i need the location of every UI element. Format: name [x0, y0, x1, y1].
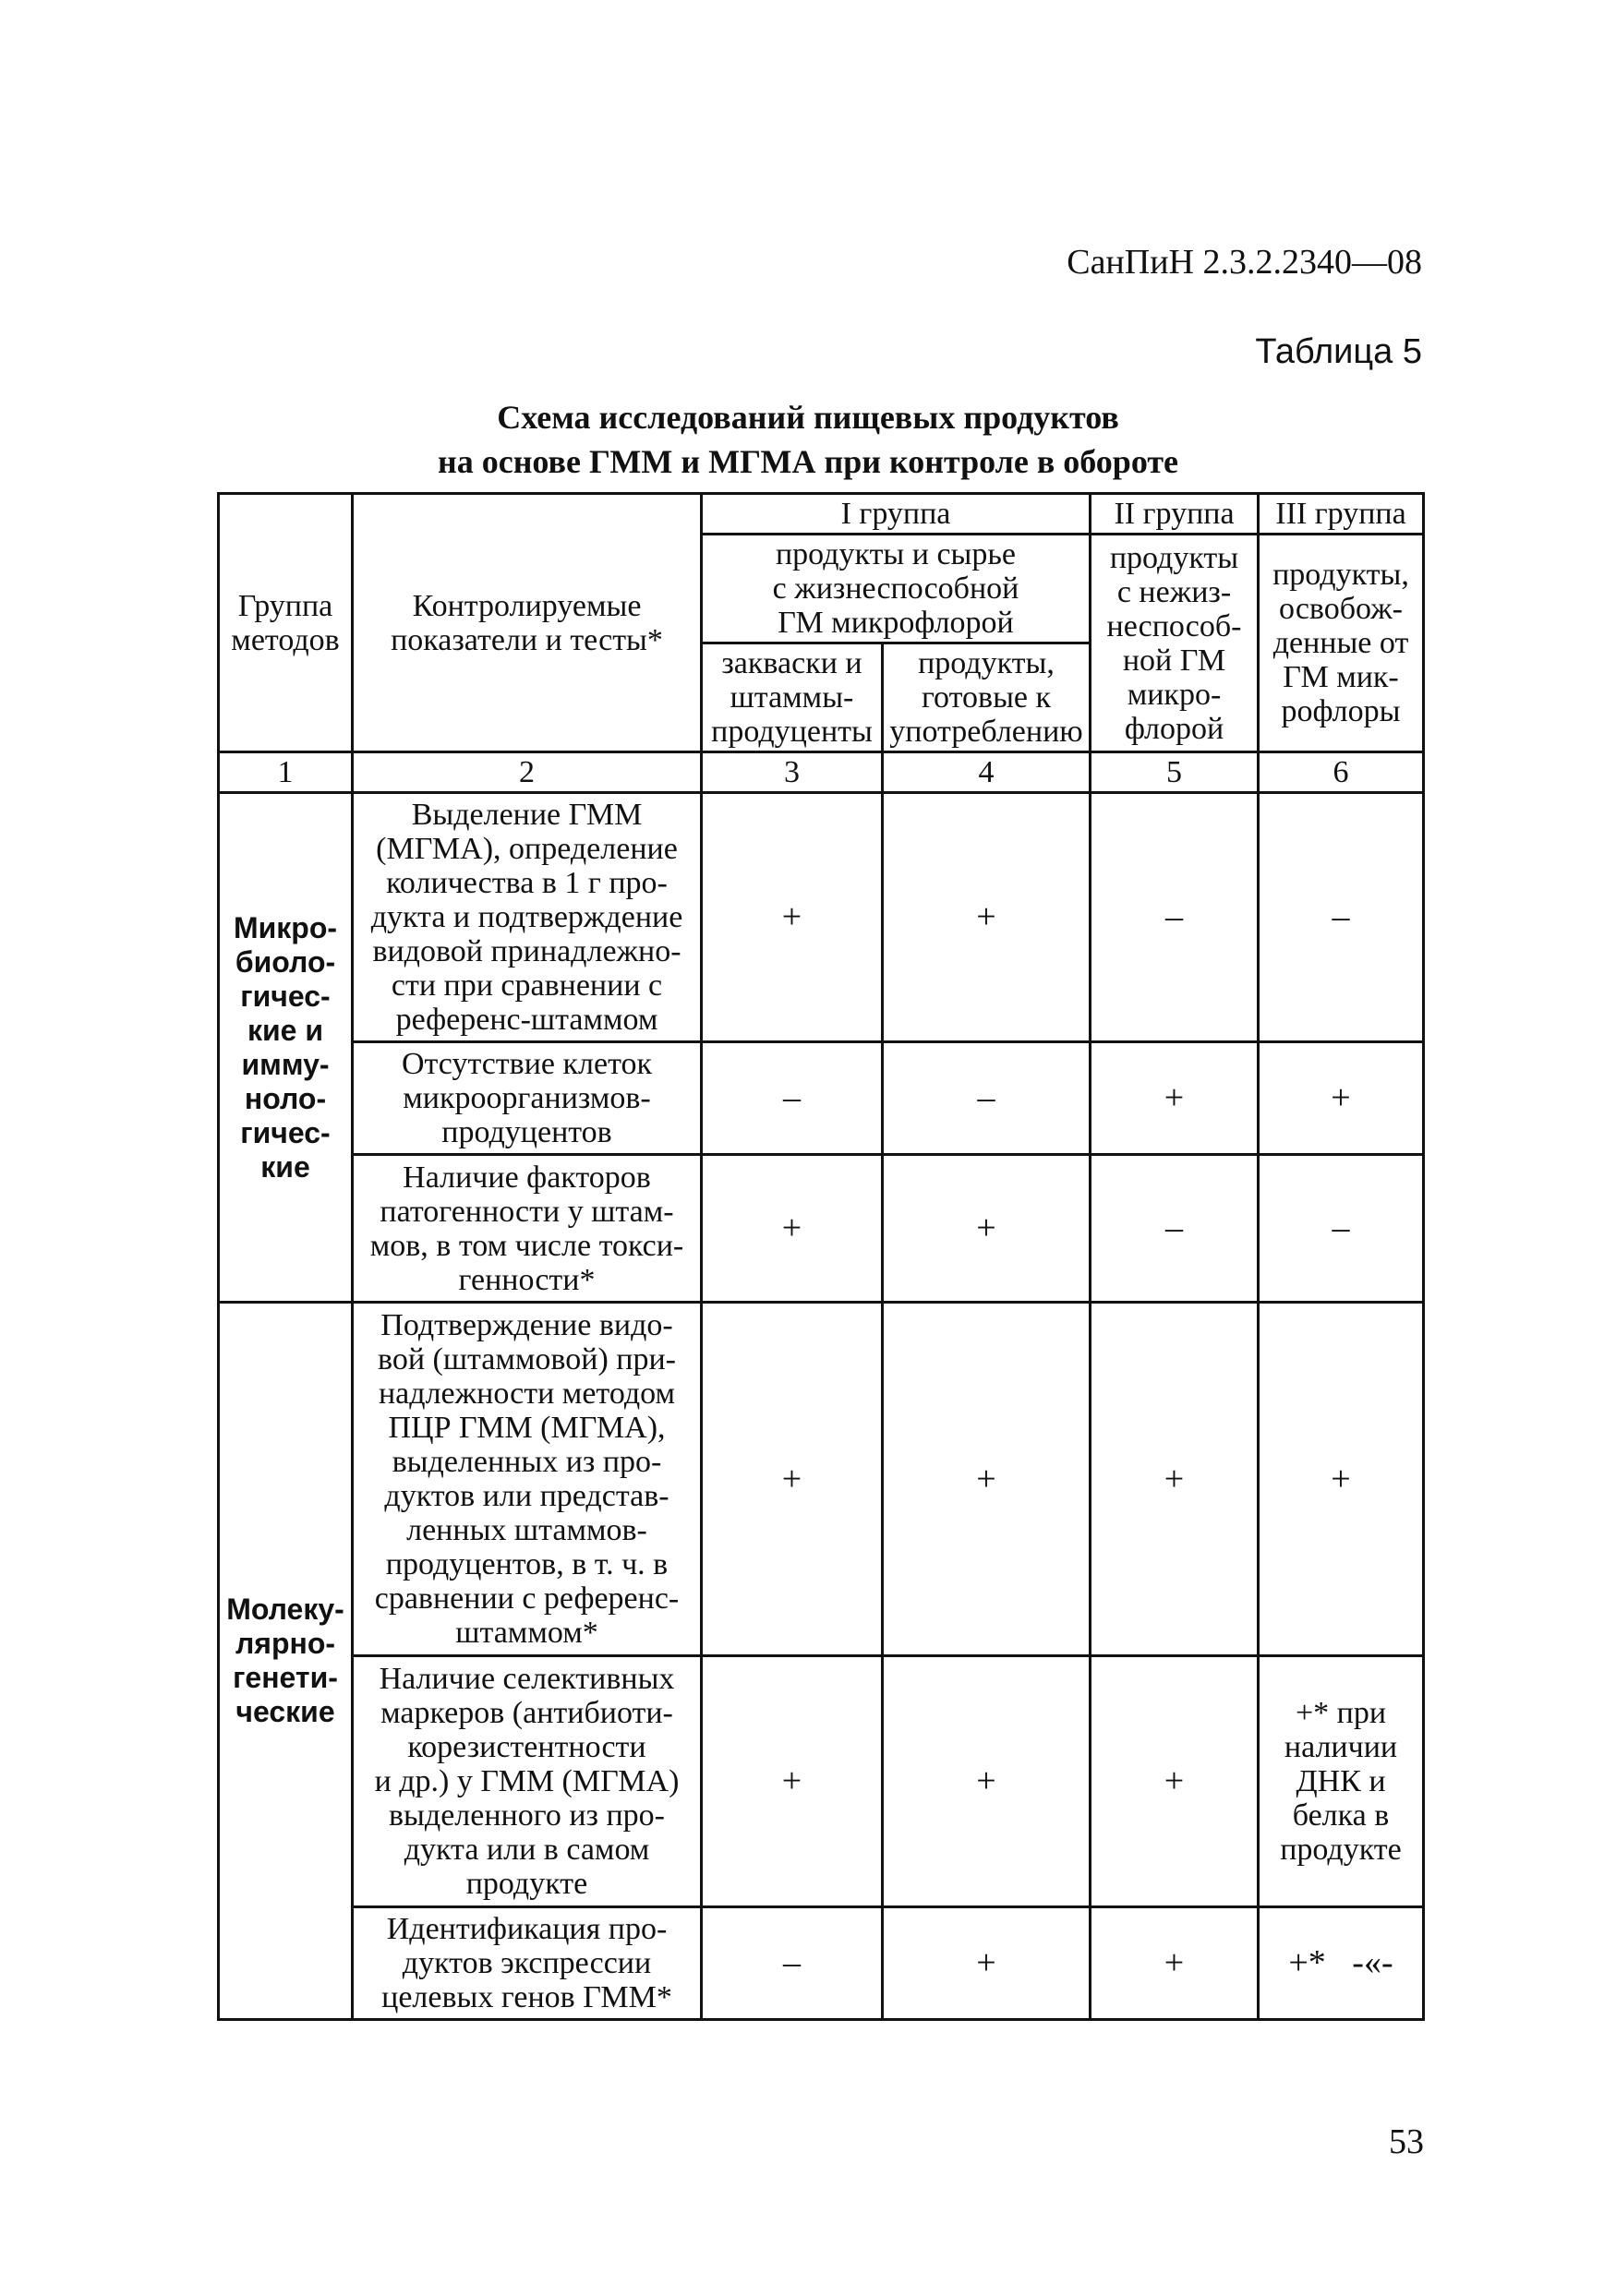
- value-cell: +: [883, 1303, 1091, 1656]
- column-number: 2: [353, 752, 702, 793]
- table-row: [219, 1155, 1424, 1303]
- value-cell: +: [1091, 1303, 1259, 1656]
- header-group-3-desc: продукты, освобож- денные от ГМ мик- рофлоры: [1259, 535, 1424, 752]
- table-row: [219, 1042, 1424, 1155]
- value-cell: +* -«-: [1259, 1907, 1424, 2020]
- indicator-cell: Отсутствие клеток микроорганизмов- продуцентов: [353, 1042, 702, 1155]
- indicator-cell: Выделение ГММ (МГМА), определение количества в 1 г про- дукта и подтверждение видовой принадлежно- сти при сравнении с референс-штаммом: [353, 793, 702, 1042]
- column-number: 4: [883, 752, 1091, 793]
- value-cell: +: [702, 793, 883, 1042]
- column-numbers-row: [219, 752, 1424, 793]
- header-group-1: I группа: [702, 494, 1091, 535]
- value-cell: +: [883, 1907, 1091, 2020]
- header-col-4-desc: продукты, готовые к употреблению: [883, 643, 1091, 752]
- header-indicators: Контролируемые показатели и тесты*: [353, 494, 702, 752]
- table-label: Таблица 5: [1255, 332, 1422, 371]
- value-cell: +: [1091, 1907, 1259, 2020]
- value-cell: +: [1259, 1042, 1424, 1155]
- column-number: 5: [1091, 752, 1259, 793]
- value-cell: –: [1259, 793, 1424, 1042]
- value-cell: –: [702, 1042, 883, 1155]
- value-cell: –: [702, 1907, 883, 2020]
- table-row: [219, 1303, 1424, 1656]
- value-cell: –: [1259, 1155, 1424, 1303]
- method-group-microbiological: Микро- биоло- гичес- кие и имму- ноло- гичес- кие: [219, 793, 353, 1303]
- value-cell: –: [883, 1042, 1091, 1155]
- research-scheme-table: [217, 492, 1425, 2021]
- header-group-3: III группа: [1259, 494, 1424, 535]
- column-number: 3: [702, 752, 883, 793]
- value-cell: –: [1091, 1155, 1259, 1303]
- table-title: [0, 395, 1616, 484]
- indicator-cell: Наличие факторов патогенности у штам- мов, в том числе токси- генности*: [353, 1155, 702, 1303]
- document-code: СанПиН 2.3.2.2340—08: [1067, 243, 1422, 282]
- table-title-line-1: Схема исследований пищевых продуктов: [497, 399, 1119, 436]
- indicator-cell: Подтверждение видо- вой (штаммовой) при- надлежности методом ПЦР ГММ (МГМА), выделенных из про- дуктов или представ- ленных штаммов- продуцентов, в т. ч. в сравнении с референс- штаммом*: [353, 1303, 702, 1656]
- header-group-1-desc: продукты и сырье с жизнеспособной ГМ микрофлорой: [702, 535, 1091, 643]
- value-cell: +: [702, 1656, 883, 1907]
- header-methods-group: Группа методов: [219, 494, 353, 752]
- value-cell: +: [883, 793, 1091, 1042]
- indicator-cell: Идентификация про- дуктов экспрессии целевых генов ГММ*: [353, 1907, 702, 2020]
- page-number: 53: [1389, 2122, 1424, 2161]
- method-group-molecular-genetic: Молеку- лярно- генети- ческие: [219, 1303, 353, 2020]
- table-row: [219, 1656, 1424, 1907]
- column-number: 1: [219, 752, 353, 793]
- value-cell: +: [883, 1656, 1091, 1907]
- value-cell: +* при наличии ДНК и белка в продукте: [1259, 1656, 1424, 1907]
- value-cell: –: [1091, 793, 1259, 1042]
- value-cell: +: [1091, 1042, 1259, 1155]
- table-row: [219, 1907, 1424, 2020]
- header-col-3-desc: закваски и штаммы- продуценты: [702, 643, 883, 752]
- value-cell: +: [1091, 1656, 1259, 1907]
- value-cell: +: [1259, 1303, 1424, 1656]
- value-cell: +: [702, 1155, 883, 1303]
- indicator-cell: Наличие селективных маркеров (антибиоти- корезистентности и др.) у ГММ (МГМА) выделенного из про- дукта или в самом продукте: [353, 1656, 702, 1907]
- value-cell: +: [883, 1155, 1091, 1303]
- header-group-2-desc: продукты с нежиз- неспособ- ной ГМ микро- флорой: [1091, 535, 1259, 752]
- table-row: [219, 793, 1424, 1042]
- value-cell: +: [702, 1303, 883, 1656]
- header-group-2: II группа: [1091, 494, 1259, 535]
- column-number: 6: [1259, 752, 1424, 793]
- table-title-line-2: на основе ГММ и МГМА при контроле в обороте: [437, 443, 1179, 480]
